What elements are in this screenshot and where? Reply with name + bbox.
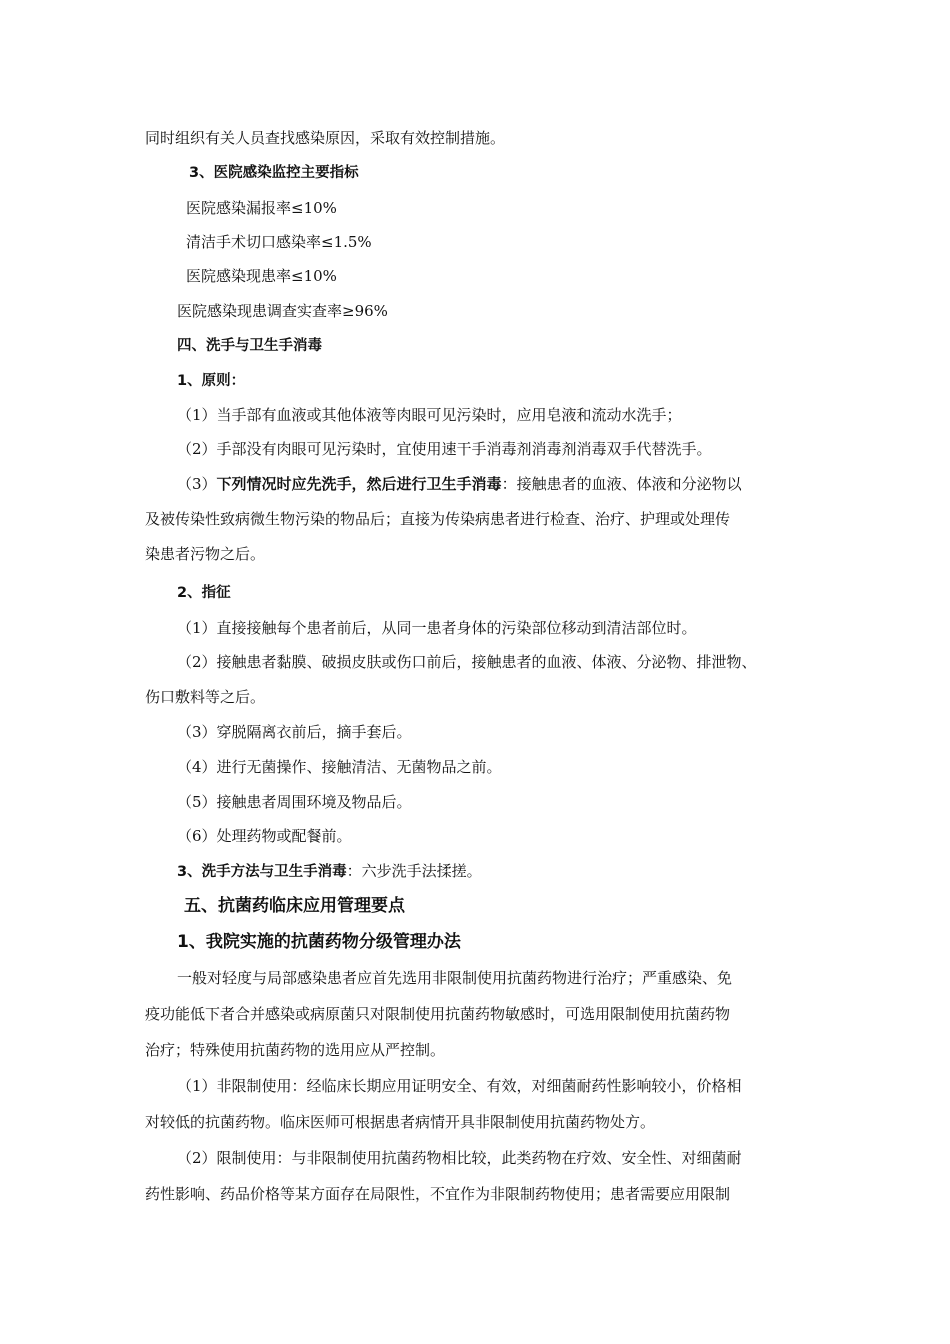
plain-text: ：接触患者的血液、体液和分泌物以	[501, 475, 742, 493]
paragraph-line: （2）限制使用：与非限制使用抗菌药物相比较，此类药物在疗效、安全性、对细菌耐	[177, 1149, 742, 1167]
paragraph-line: （2）接触患者黏膜、破损皮肤或伤口前后，接触患者的血液、体液、分泌物、排泄物、	[177, 653, 757, 671]
paragraph-line: （4）进行无菌操作、接触清洁、无菌物品之前。	[177, 758, 502, 776]
bold-phrase: 下列情况时应先洗手，然后进行卫生手消毒	[216, 475, 502, 493]
chapter-heading: 四、洗手与卫生手消毒	[177, 338, 322, 354]
paragraph-line	[177, 861, 482, 882]
bold-phrase: 3、洗手方法与卫生手消毒	[177, 864, 347, 880]
paragraph-line: （1）当手部有血液或其他体液等肉眼可见污染时，应用皂液和流动水洗手；	[177, 406, 682, 424]
indicator-item: 医院感染漏报率≤10%	[186, 199, 337, 217]
chapter-heading: 五、抗菌药临床应用管理要点	[184, 896, 405, 916]
paragraph-line: （3）穿脱隔离衣前后，摘手套后。	[177, 723, 412, 741]
plain-text: ：六步洗手法揉搓。	[346, 862, 482, 880]
paragraph-line: （1）非限制使用：经临床长期应用证明安全、有效，对细菌耐药性影响较小，价格相	[177, 1077, 742, 1095]
section-heading: 1、我院实施的抗菌药物分级管理办法	[177, 932, 461, 952]
section-heading: 1、原则：	[177, 373, 246, 389]
indicator-item: 清洁手术切口感染率≤1.5%	[186, 233, 372, 251]
paragraph-line: （1）直接接触每个患者前后，从同一患者身体的污染部位移动到清洁部位时。	[177, 619, 697, 637]
paragraph-line: 药性影响、药品价格等某方面存在局限性，不宜作为非限制药物使用；患者需要应用限制	[145, 1185, 731, 1203]
item-number: （3）	[177, 475, 217, 493]
paragraph-line: 伤口敷料等之后。	[145, 688, 266, 706]
paragraph-line: （6）处理药物或配餐前。	[177, 827, 352, 845]
section-heading: 2、指征	[177, 585, 231, 601]
paragraph-line: 对较低的抗菌药物。临床医师可根据患者病情开具非限制使用抗菌药物处方。	[145, 1113, 656, 1131]
paragraph-line: 同时组织有关人员查找感染原因，采取有效控制措施。	[145, 129, 506, 147]
paragraph-line: （2）手部没有肉眼可见污染时，宜使用速干手消毒剂消毒剂消毒双手代替洗手。	[177, 440, 712, 458]
paragraph-line: 疫功能低下者合并感染或病原菌只对限制使用抗菌药物敏感时，可选用限制使用抗菌药物	[145, 1005, 731, 1023]
paragraph-line: 治疗；特殊使用抗菌药物的选用应从严控制。	[145, 1041, 446, 1059]
paragraph-line: 染患者污物之后。	[145, 545, 266, 563]
paragraph-line	[177, 474, 742, 494]
paragraph-line: 一般对轻度与局部感染患者应首先选用非限制使用抗菌药物进行治疗；严重感染、免	[177, 969, 733, 987]
indicator-item: 医院感染现患率≤10%	[186, 267, 337, 285]
section-heading: 3、医院感染监控主要指标	[189, 165, 359, 181]
paragraph-line: 及被传染性致病微生物污染的物品后；直接为传染病患者进行检查、治疗、护理或处理传	[145, 510, 731, 528]
paragraph-line: （5）接触患者周围环境及物品后。	[177, 793, 412, 811]
indicator-item: 医院感染现患调查实查率≥96%	[177, 302, 388, 320]
